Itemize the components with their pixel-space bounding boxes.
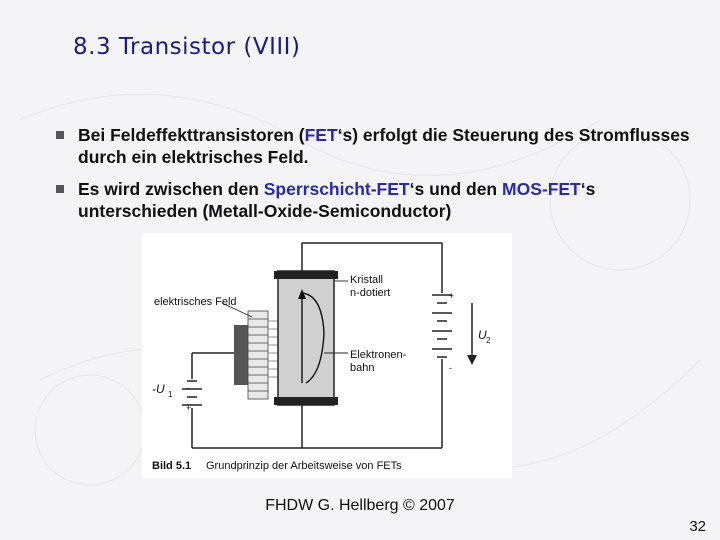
figure-caption-text: Grundprinzip der Arbeitsweise von FETs	[206, 460, 402, 472]
figure-caption-number: Bild 5.1	[152, 460, 192, 472]
svg-text:-: -	[449, 363, 452, 373]
label-u2: U	[478, 328, 487, 342]
bullet-item	[56, 178, 696, 222]
label-electric-field: elektrisches Feld	[154, 296, 237, 308]
label-electron-path: Elektronen-	[350, 349, 407, 361]
svg-text:+: +	[449, 291, 455, 301]
bullet-item	[56, 124, 696, 168]
label-crystal: Kristall	[350, 274, 384, 286]
slide-title: 8.3 Transistor (VIII)	[73, 34, 301, 60]
label-crystal-doping: n-dotiert	[350, 287, 391, 299]
label-electron-path-2: bahn	[350, 362, 375, 374]
svg-text:+: +	[186, 403, 192, 413]
svg-text:-: -	[186, 383, 189, 393]
slide-footer: FHDW G. Hellberg © 2007	[265, 497, 455, 514]
bullet-text: Es wird zwischen den Sperrschicht-FET‘s und den MOS-FET‘s unterschieden (Metall-Oxide-Semiconductor)	[78, 179, 596, 221]
label-u1: -U	[152, 382, 165, 396]
bullet-marker	[56, 131, 64, 139]
bullet-text: Bei Feldeffekttransistoren (FET‘s) erfolgt die Steuerung des Stromflusses durch ein elektrisches Feld.	[78, 125, 690, 167]
bullet-marker	[56, 185, 64, 193]
page-number: 32	[689, 518, 706, 535]
fet-diagram	[142, 233, 512, 478]
label-u1-sub: 1	[168, 390, 173, 399]
label-u2-sub: 2	[486, 336, 491, 345]
